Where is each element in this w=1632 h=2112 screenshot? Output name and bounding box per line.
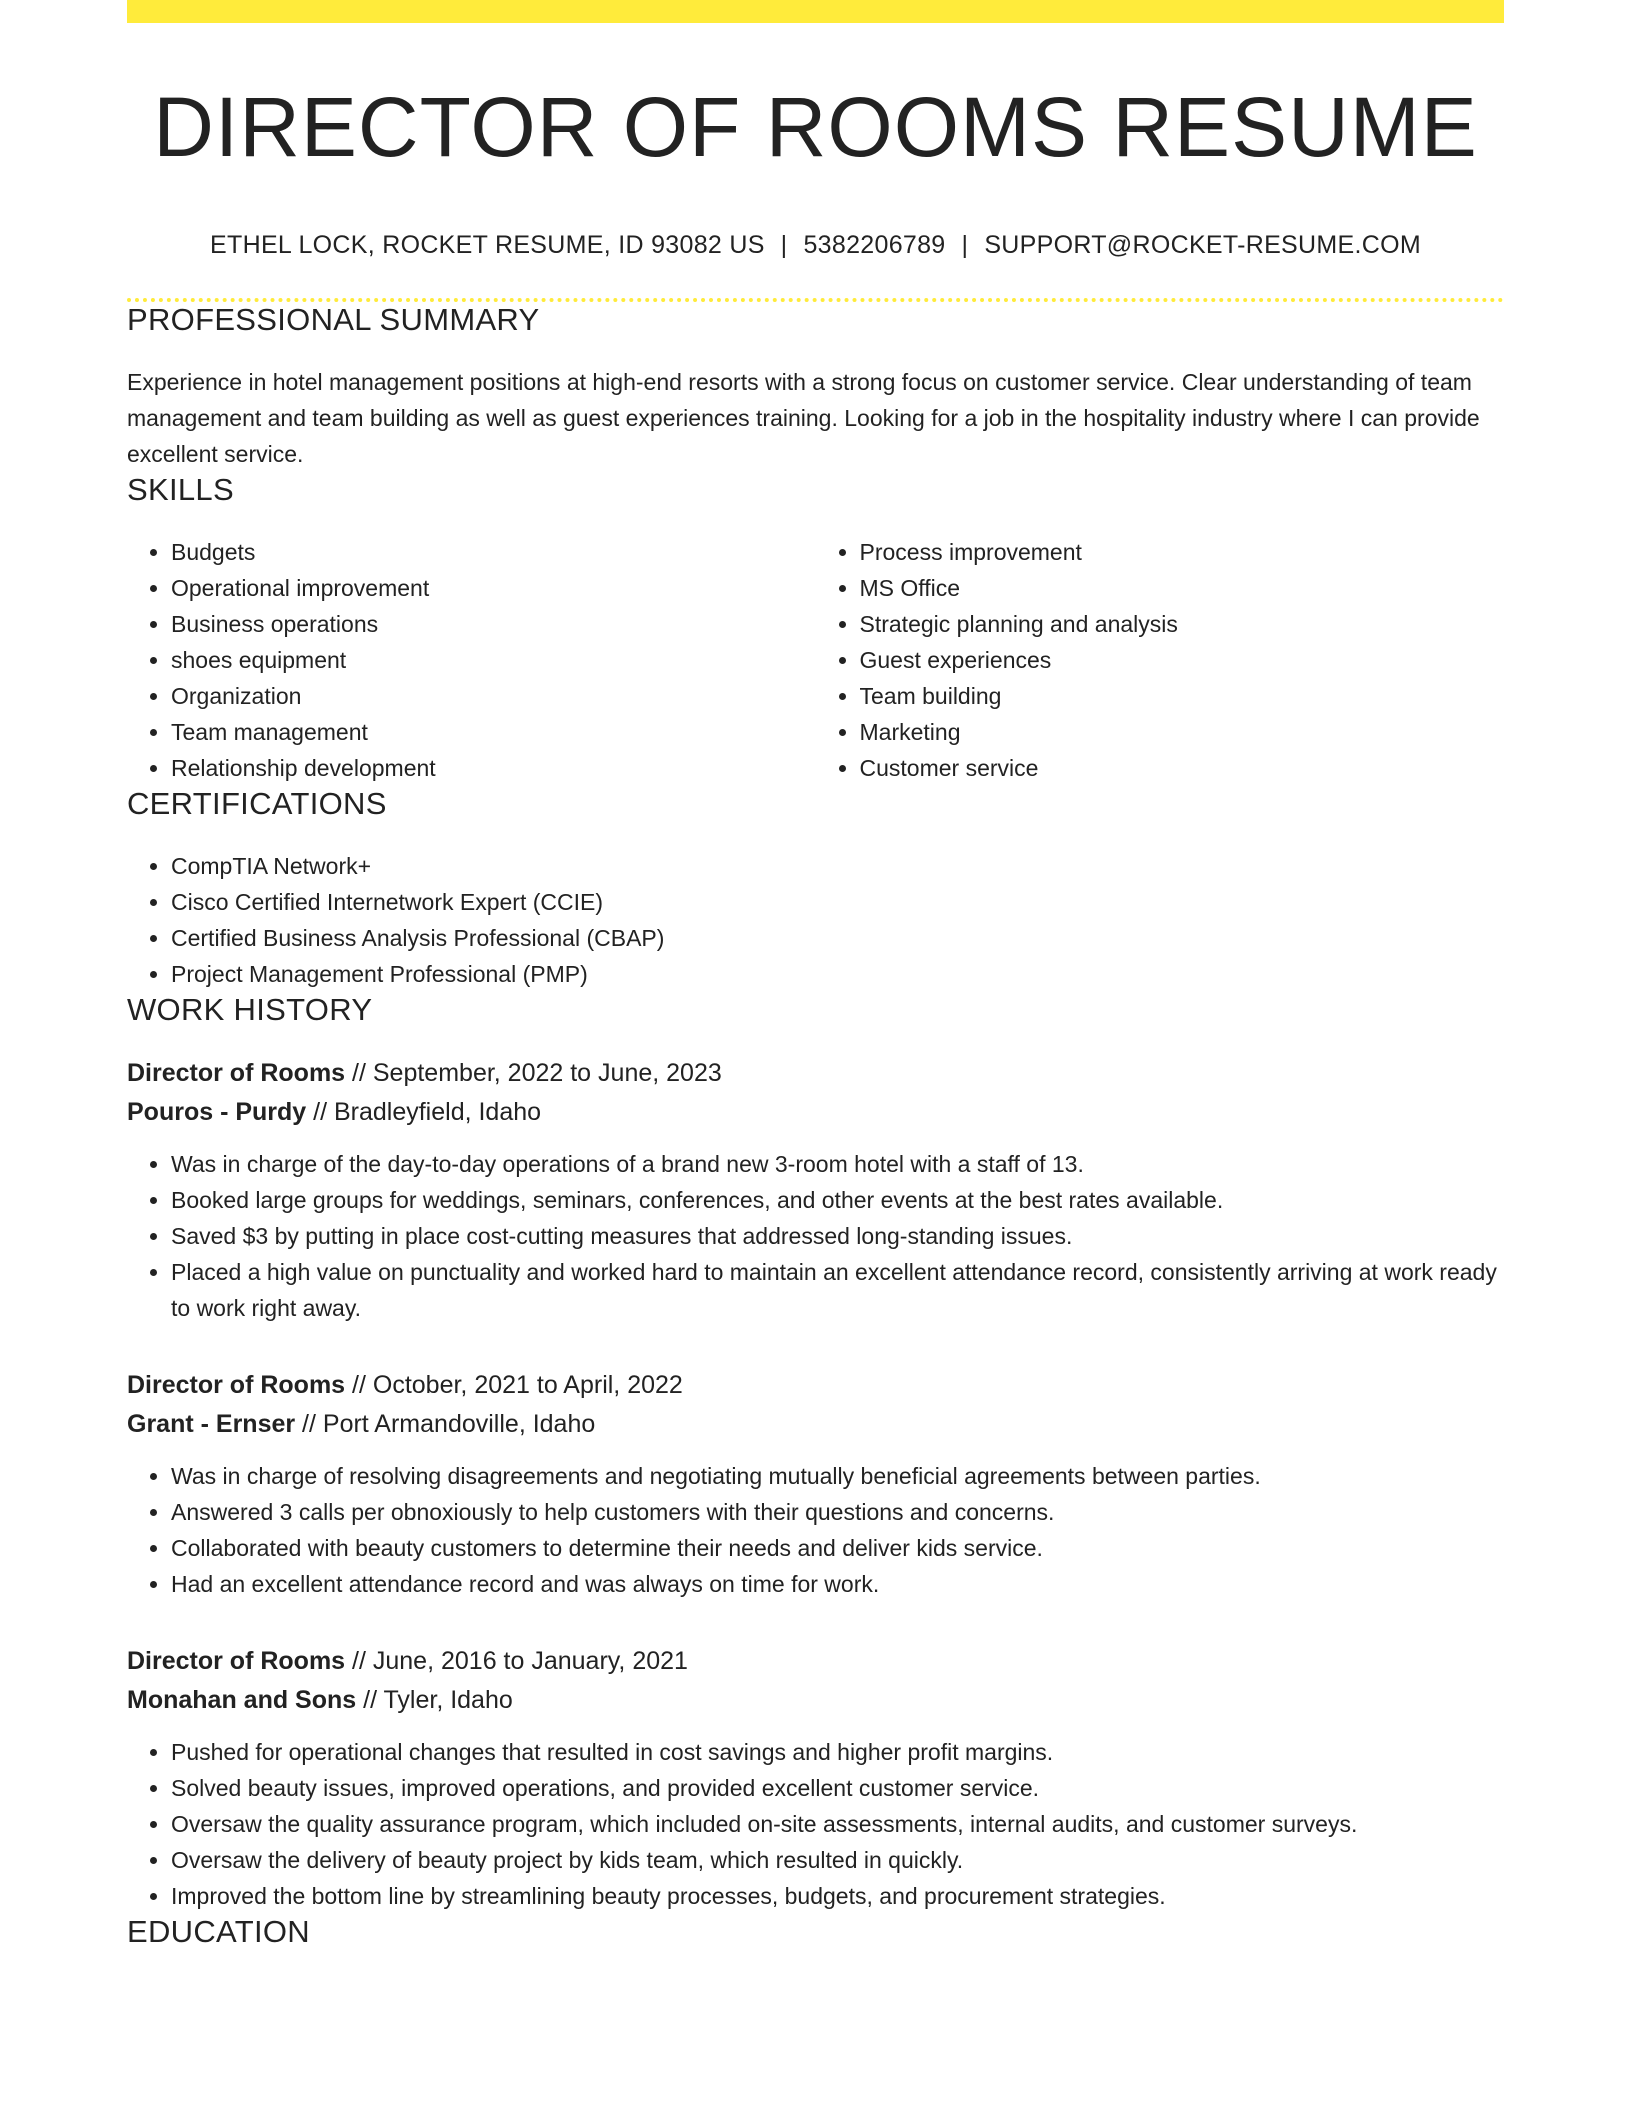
page-title: DIRECTOR OF ROOMS RESUME: [153, 80, 1478, 174]
job-company: Pouros - Purdy: [127, 1098, 307, 1127]
skill-item: • shoes equipment: [171, 642, 816, 678]
summary-text: Experience in hotel management positions at high-end resorts with a strong focus on customer service. Clear understanding of team management and team building as well as guest experiences training. Looking for a job in the hospitality industry where I can provide excellent service.: [127, 369, 1480, 468]
certification-item: • Cisco Certified Internetwork Expert (CCIE): [171, 884, 1504, 920]
job-bullet: • Collaborated with beauty customers to determine their needs and deliver kids service.: [171, 1530, 1504, 1566]
job-title: Director of Rooms: [127, 1371, 346, 1400]
contact-separator: |: [780, 231, 788, 260]
skill-item: • MS Office: [860, 570, 1505, 606]
job-company-line: [127, 1093, 1504, 1132]
job-title: Director of Rooms: [127, 1647, 346, 1676]
job-location: // Port Armandoville, Idaho: [295, 1410, 596, 1439]
job-dates: // September, 2022 to June, 2023: [345, 1059, 722, 1088]
skills-grid: [127, 534, 1504, 786]
work-history-heading: WORK HISTORY: [127, 992, 373, 1028]
job-company: Grant - Ernser: [127, 1410, 296, 1439]
resume-content: [127, 0, 1504, 1950]
job-entry: [127, 1054, 1504, 1326]
contact-separator: |: [961, 231, 969, 260]
skills-column-right: [816, 534, 1505, 786]
job-location: // Tyler, Idaho: [356, 1686, 513, 1715]
job-bullet: • Had an excellent attendance record and was always on time for work.: [171, 1566, 1504, 1602]
job-bullet: • Was in charge of resolving disagreements and negotiating mutually beneficial agreements between parties.: [171, 1458, 1504, 1494]
job-dates: // October, 2021 to April, 2022: [345, 1371, 683, 1400]
job-bullet: • Improved the bottom line by streamlining beauty processes, budgets, and procurement strategies.: [171, 1878, 1504, 1914]
skills-heading: SKILLS: [127, 472, 234, 508]
accent-top-bar: [127, 0, 1504, 23]
job-bullet: • Saved $3 by putting in place cost-cutting measures that addressed long-standing issues.: [171, 1218, 1504, 1254]
job-bullet: • Was in charge of the day-to-day operations of a brand new 3-room hotel with a staff of 13.: [171, 1146, 1504, 1182]
job-bullet: • Pushed for operational changes that resulted in cost savings and higher profit margins.: [171, 1734, 1504, 1770]
job-bullet: • Placed a high value on punctuality and worked hard to maintain an excellent attendance record, consistently arriving at work ready to work right away.: [171, 1254, 1504, 1326]
skill-item: • Marketing: [860, 714, 1505, 750]
contact-email: SUPPORT@ROCKET-RESUME.COM: [984, 231, 1421, 260]
job-bullet: • Oversaw the quality assurance program, which included on-site assessments, internal audits, and customer surveys.: [171, 1806, 1504, 1842]
skill-item: • Relationship development: [171, 750, 816, 786]
certification-item: • Certified Business Analysis Professional (CBAP): [171, 920, 1504, 956]
skill-item: • Strategic planning and analysis: [860, 606, 1505, 642]
skill-item: • Guest experiences: [860, 642, 1505, 678]
job-title-line: [127, 1366, 1504, 1405]
job-company: Monahan and Sons: [127, 1686, 357, 1715]
job-location: // Bradleyfield, Idaho: [306, 1098, 542, 1127]
job-bullet: • Booked large groups for weddings, seminars, conferences, and other events at the best rates available.: [171, 1182, 1504, 1218]
job-bullets: [127, 1458, 1504, 1602]
skills-list-right: [816, 534, 1505, 786]
job-company-line: [127, 1681, 1504, 1720]
skill-item: • Operational improvement: [171, 570, 816, 606]
job-dates: // June, 2016 to January, 2021: [345, 1647, 688, 1676]
certifications-heading: CERTIFICATIONS: [127, 786, 387, 822]
job-bullet: • Oversaw the delivery of beauty project by kids team, which resulted in quickly.: [171, 1842, 1504, 1878]
contact-address: ETHEL LOCK, ROCKET RESUME, ID 93082 US: [210, 231, 765, 260]
contact-line: [127, 231, 1504, 260]
job-bullet: • Solved beauty issues, improved operations, and provided excellent customer service.: [171, 1770, 1504, 1806]
job-bullets: [127, 1146, 1504, 1326]
certifications-list: [127, 848, 1504, 992]
skill-item: • Budgets: [171, 534, 816, 570]
skill-item: • Business operations: [171, 606, 816, 642]
contact-phone: 5382206789: [803, 231, 946, 260]
skill-item: • Team building: [860, 678, 1505, 714]
job-title-line: [127, 1642, 1504, 1681]
skill-item: • Team management: [171, 714, 816, 750]
job-bullets: [127, 1734, 1504, 1914]
job-title-line: [127, 1054, 1504, 1093]
skill-item: • Process improvement: [860, 534, 1505, 570]
certification-item: • Project Management Professional (PMP): [171, 956, 1504, 992]
skills-column-left: [127, 534, 816, 786]
summary-heading: PROFESSIONAL SUMMARY: [127, 302, 540, 338]
job-entry: [127, 1366, 1504, 1602]
certification-item: • CompTIA Network+: [171, 848, 1504, 884]
skill-item: • Customer service: [860, 750, 1505, 786]
job-entry: [127, 1642, 1504, 1914]
skills-list-left: [127, 534, 816, 786]
job-bullet: • Answered 3 calls per obnoxiously to help customers with their questions and concerns.: [171, 1494, 1504, 1530]
education-heading: EDUCATION: [127, 1914, 310, 1950]
skill-item: • Organization: [171, 678, 816, 714]
job-title: Director of Rooms: [127, 1059, 346, 1088]
job-company-line: [127, 1405, 1504, 1444]
